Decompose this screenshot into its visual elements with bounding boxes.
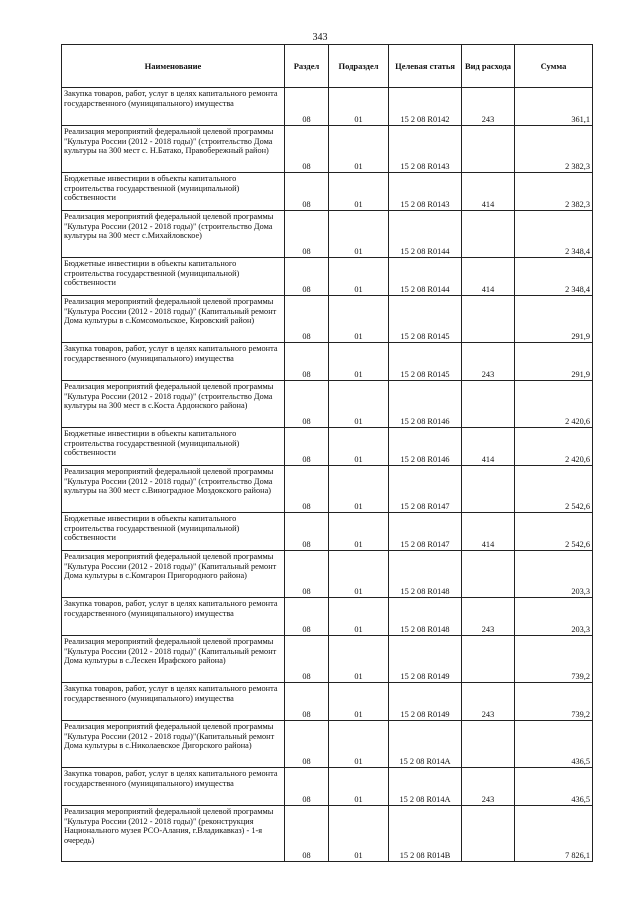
table-row [62, 721, 593, 768]
row-section: 08 [285, 598, 329, 636]
row-subsection: 01 [329, 258, 389, 296]
row-name: Закупка товаров, работ, услуг в целях капитального ремонта государственного (муниципального) имущества [62, 88, 285, 126]
row-subsection: 01 [329, 806, 389, 862]
row-section: 08 [285, 513, 329, 551]
header-expense-type: Вид расхода [462, 45, 515, 88]
row-expense-type: 243 [462, 683, 515, 721]
row-name: Закупка товаров, работ, услуг в целях капитального ремонта государственного (муниципального) имущества [62, 683, 285, 721]
row-target: 15 2 08 R0145 [389, 343, 462, 381]
row-expense-type: 414 [462, 428, 515, 466]
row-sum: 739,2 [515, 683, 593, 721]
row-section: 08 [285, 296, 329, 343]
row-sum: 203,3 [515, 551, 593, 598]
row-name: Реализация мероприятий федеральной целевой программы "Культура России (2012 - 2018 годы)" (строительство Дома культуры на 300 мест с. Н.Батако, Правобережный район) [62, 126, 285, 173]
row-target: 15 2 08 R0149 [389, 636, 462, 683]
row-subsection: 01 [329, 381, 389, 428]
row-target: 15 2 08 R0146 [389, 428, 462, 466]
row-name: Реализация мероприятий федеральной целевой программы "Культура России (2012 - 2018 годы)" (строительство Дома культуры на 300 мест в с.Коста Ардонского района) [62, 381, 285, 428]
row-section: 08 [285, 551, 329, 598]
row-target: 15 2 08 R014A [389, 721, 462, 768]
table-row [62, 683, 593, 721]
row-expense-type [462, 296, 515, 343]
row-expense-type: 414 [462, 258, 515, 296]
table-row [62, 768, 593, 806]
table-row [62, 126, 593, 173]
row-target: 15 2 08 R0145 [389, 296, 462, 343]
row-target: 15 2 08 R0143 [389, 126, 462, 173]
row-target: 15 2 08 R014A [389, 768, 462, 806]
page-number: 343 [312, 32, 328, 43]
table-row [62, 258, 593, 296]
row-expense-type [462, 381, 515, 428]
row-target: 15 2 08 R0147 [389, 513, 462, 551]
row-expense-type [462, 211, 515, 258]
row-subsection: 01 [329, 513, 389, 551]
header-sum: Сумма [515, 45, 593, 88]
row-section: 08 [285, 768, 329, 806]
header-name: Наименование [62, 45, 285, 88]
row-expense-type [462, 126, 515, 173]
row-sum: 2 542,6 [515, 466, 593, 513]
table-row [62, 551, 593, 598]
row-sum: 739,2 [515, 636, 593, 683]
row-subsection: 01 [329, 721, 389, 768]
row-section: 08 [285, 173, 329, 211]
row-target: 15 2 08 R0149 [389, 683, 462, 721]
row-expense-type: 243 [462, 88, 515, 126]
row-section: 08 [285, 381, 329, 428]
row-name: Закупка товаров, работ, услуг в целях капитального ремонта государственного (муниципального) имущества [62, 343, 285, 381]
row-section: 08 [285, 258, 329, 296]
row-section: 08 [285, 428, 329, 466]
row-target: 15 2 08 R0148 [389, 551, 462, 598]
row-sum: 7 826,1 [515, 806, 593, 862]
table-row [62, 513, 593, 551]
row-sum: 361,1 [515, 88, 593, 126]
row-name: Реализация мероприятий федеральной целевой программы "Культура России (2012 - 2018 годы)" (реконструкция Национального музея РСО-Алания, г.Владикавказ) - 1-я очередь) [62, 806, 285, 862]
row-section: 08 [285, 88, 329, 126]
row-sum: 2 420,6 [515, 428, 593, 466]
row-section: 08 [285, 343, 329, 381]
row-expense-type [462, 636, 515, 683]
row-subsection: 01 [329, 343, 389, 381]
row-expense-type: 414 [462, 513, 515, 551]
row-subsection: 01 [329, 768, 389, 806]
row-sum: 2 348,4 [515, 258, 593, 296]
row-expense-type: 243 [462, 343, 515, 381]
row-sum: 2 420,6 [515, 381, 593, 428]
row-sum: 2 382,3 [515, 173, 593, 211]
row-subsection: 01 [329, 126, 389, 173]
row-sum: 2 382,3 [515, 126, 593, 173]
row-subsection: 01 [329, 683, 389, 721]
row-name: Бюджетные инвестиции в объекты капитального строительства государственной (муниципальной) собственности [62, 513, 285, 551]
table-row [62, 296, 593, 343]
row-name: Бюджетные инвестиции в объекты капитального строительства государственной (муниципальной) собственности [62, 428, 285, 466]
row-name: Реализация мероприятий федеральной целевой программы "Культура России (2012 - 2018 годы)" (Капитальный ремонт Дома культуры в с.Комсомольское, Кировский район) [62, 296, 285, 343]
table-row [62, 636, 593, 683]
row-sum: 436,5 [515, 721, 593, 768]
row-subsection: 01 [329, 598, 389, 636]
row-sum: 291,9 [515, 343, 593, 381]
row-expense-type [462, 466, 515, 513]
row-sum: 2 348,4 [515, 211, 593, 258]
row-subsection: 01 [329, 296, 389, 343]
row-target: 15 2 08 R0144 [389, 211, 462, 258]
row-subsection: 01 [329, 211, 389, 258]
table-header-row [62, 45, 593, 88]
row-name: Реализация мероприятий федеральной целевой программы "Культура России (2012 - 2018 годы)" (Капитальный ремонт Дома культуры в с.Комгарон Пригородного района) [62, 551, 285, 598]
table-row [62, 343, 593, 381]
row-subsection: 01 [329, 88, 389, 126]
row-expense-type: 243 [462, 598, 515, 636]
row-expense-type [462, 551, 515, 598]
table-row [62, 428, 593, 466]
row-target: 15 2 08 R0144 [389, 258, 462, 296]
row-name: Бюджетные инвестиции в объекты капитального строительства государственной (муниципальной) собственности [62, 258, 285, 296]
row-section: 08 [285, 636, 329, 683]
row-target: 15 2 08 R0147 [389, 466, 462, 513]
row-target: 15 2 08 R0142 [389, 88, 462, 126]
row-name: Закупка товаров, работ, услуг в целях капитального ремонта государственного (муниципального) имущества [62, 768, 285, 806]
budget-table [61, 44, 593, 862]
row-name: Реализация мероприятий федеральной целевой программы "Культура России (2012 - 2018 годы)"(Капитальный ремонт Дома культуры в с.Николаевское Дигорского района) [62, 721, 285, 768]
row-sum: 291,9 [515, 296, 593, 343]
table-row [62, 381, 593, 428]
row-subsection: 01 [329, 636, 389, 683]
header-section: Раздел [285, 45, 329, 88]
row-expense-type [462, 721, 515, 768]
table-row [62, 173, 593, 211]
row-expense-type: 243 [462, 768, 515, 806]
row-subsection: 01 [329, 466, 389, 513]
row-name: Реализация мероприятий федеральной целевой программы "Культура России (2012 - 2018 годы)" (строительство Дома культуры на 300 мест с.Виноградное Моздокского района) [62, 466, 285, 513]
row-section: 08 [285, 466, 329, 513]
row-name: Реализация мероприятий федеральной целевой программы "Культура России (2012 - 2018 годы)" (строительство Дома культуры на 300 мест с.Михайловское) [62, 211, 285, 258]
table-row [62, 598, 593, 636]
row-name: Бюджетные инвестиции в объекты капитального строительства государственной (муниципальной) собственности [62, 173, 285, 211]
row-sum: 203,3 [515, 598, 593, 636]
row-target: 15 2 08 R0143 [389, 173, 462, 211]
table-row [62, 806, 593, 862]
row-target: 15 2 08 R0148 [389, 598, 462, 636]
table-row [62, 466, 593, 513]
row-expense-type: 414 [462, 173, 515, 211]
row-section: 08 [285, 126, 329, 173]
row-target: 15 2 08 R014B [389, 806, 462, 862]
row-name: Реализация мероприятий федеральной целевой программы "Культура России (2012 - 2018 годы)" (Капитальный ремонт Дома культуры в с.Лескен Ирафского района) [62, 636, 285, 683]
row-subsection: 01 [329, 428, 389, 466]
row-section: 08 [285, 721, 329, 768]
header-target: Целевая статья [389, 45, 462, 88]
table-row [62, 211, 593, 258]
row-section: 08 [285, 806, 329, 862]
row-name: Закупка товаров, работ, услуг в целях капитального ремонта государственного (муниципального) имущества [62, 598, 285, 636]
header-subsection: Подраздел [329, 45, 389, 88]
row-subsection: 01 [329, 173, 389, 211]
row-target: 15 2 08 R0146 [389, 381, 462, 428]
row-section: 08 [285, 211, 329, 258]
row-sum: 436,5 [515, 768, 593, 806]
table-row [62, 88, 593, 126]
row-subsection: 01 [329, 551, 389, 598]
row-sum: 2 542,6 [515, 513, 593, 551]
row-section: 08 [285, 683, 329, 721]
row-expense-type [462, 806, 515, 862]
